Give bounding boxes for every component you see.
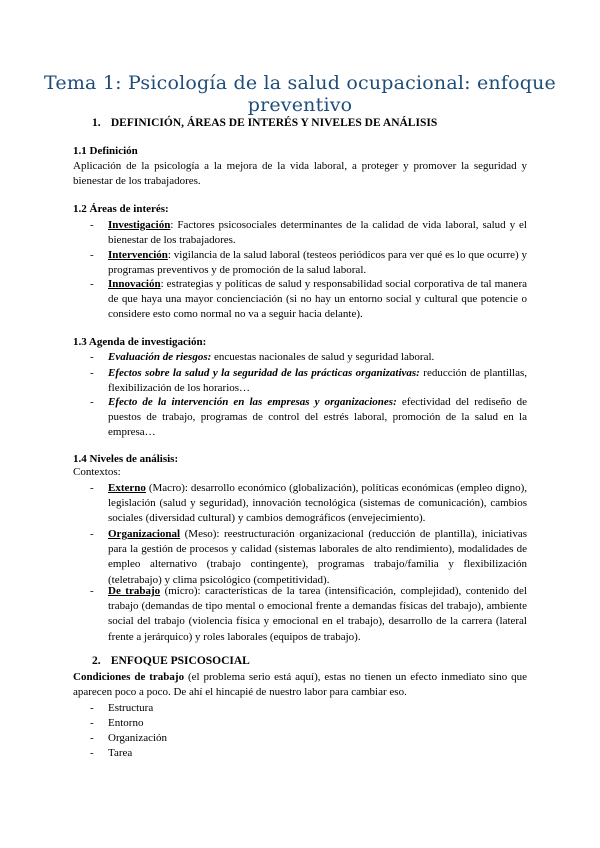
- areas-item-investigacion: - Investigación: Factores psicosociales determinantes de la calidad de vida laboral, salud y el bienestar de los trabajadores.: [90, 219, 527, 247]
- areas-desc: : Factores psicosociales determinantes de la calidad de vida laboral, salud y el bienestar de los trabajadores.: [108, 219, 527, 247]
- condition-item: - Organización: [90, 731, 527, 746]
- levels-item-externo: - Externo (Macro): desarrollo económico (globalización), políticas económicas (empleo digno), legislación (salud y seguridad), innovación tecnológica (sistemas de comunicación), cambios sociales (diversidad cultural) y cambios demográficos (envejecimiento).: [90, 482, 527, 525]
- areas-term: Intervención: [108, 249, 168, 261]
- agenda-term: Efecto de la intervención en las empresas y organizaciones:: [108, 396, 397, 408]
- condition-label: Tarea: [108, 747, 133, 759]
- agenda-item-intervencion: - Efecto de la intervención en las empresas y organizaciones: efectividad del rediseño de puestos de trabajo, programas de control del estrés laboral, promoción de la salud en la empresa…: [90, 396, 527, 439]
- conditions-term: Condiciones de trabajo: [73, 671, 185, 683]
- levels-term: Externo: [108, 482, 146, 494]
- agenda-desc: efectividad del rediseño de puestos de trabajo, programas de control del estrés laboral, promoción de la salud en la empresa…: [108, 396, 527, 439]
- condition-item: - Tarea: [90, 746, 527, 761]
- section-1-heading: [92, 117, 437, 129]
- areas-item-innovacion: - Innovación: estrategias y políticas de salud y responsabilidad social corporativa de tal manera de que haya una mayor concienciación (si no hay un entorno social y cultural que potencie o considere esto como normal no va a seguir hacia delante).: [90, 278, 527, 321]
- section-1-number: 1.: [92, 117, 101, 129]
- levels-desc: (Meso): reestructuración organizacional (reducción de plantilla), iniciativas para la gestión de procesos y calidad (sistemas laborales de alto rendimiento), modalidades de empleo alternativo (trabajo contingente), programas trabajo/familia y flexibilización (teletrabajo) y clima psicológico (competitividad).: [108, 528, 527, 586]
- section-1-title: DEFINICIÓN, ÁREAS DE INTERÉS Y NIVELES DE ANÁLISIS: [110, 117, 438, 129]
- definition-heading: 1.1 Definición: [73, 145, 138, 157]
- condition-item: - Entorno: [90, 716, 527, 731]
- areas-heading: 1.2 Áreas de interés:: [73, 203, 169, 215]
- condition-label: Estructura: [108, 702, 154, 714]
- agenda-term: Evaluación de riesgos:: [108, 351, 212, 363]
- levels-desc: (micro): características de la tarea (intensificación, complejidad), contenido del trabajo (demandas de tipo mental o emocional frente a demandas físicas del trabajo), ambiente social del trabajo (violencia física y emocional en el trabajo), desarrollo de la carrera (lateral frente a jerárquico) y roles laborales (equipos de trabajo).: [108, 585, 527, 643]
- condition-item: - Estructura: [90, 701, 527, 716]
- areas-term: Investigación: [108, 219, 171, 231]
- agenda-item-riesgos: - Evaluación de riesgos: encuestas nacionales de salud y seguridad laboral.: [90, 351, 435, 363]
- section-2-title: ENFOQUE PSICOSOCIAL: [110, 655, 250, 667]
- areas-desc: : estrategias y políticas de salud y responsabilidad social corporativa de tal manera de que haya una mayor concienciación (si no hay un entorno social y cultural que potencie o considere esto como normal no va a seguir hacia delante).: [108, 278, 527, 321]
- conditions-text: [73, 670, 527, 701]
- agenda-desc: reducción de plantillas, flexibilización de los horarios…: [108, 367, 527, 395]
- conditions-desc: (el problema serio está aquí), estas no tienen un efecto inmediato sino que aparecen poco a poco. De ahí el hincapié de nuestro labor para cambiar eso.: [73, 671, 528, 699]
- contexts-label: Contextos:: [73, 466, 121, 478]
- condition-label: Organización: [108, 732, 168, 744]
- agenda-heading: 1.3 Agenda de investigación:: [73, 336, 207, 348]
- areas-desc: : vigilancia de la salud laboral (testeos periódicos para ver qué es lo que ocurre) y programas preventivos y de promoción de la salud laboral.: [108, 249, 527, 277]
- areas-term: Innovación: [108, 278, 161, 290]
- condition-label: Entorno: [108, 717, 144, 729]
- areas-item-intervencion: - Intervención: vigilancia de la salud laboral (testeos periódicos para ver qué es lo que ocurre) y programas preventivos y de promoción de la salud laboral.: [90, 249, 527, 277]
- section-2-number: 2.: [92, 655, 101, 667]
- definition-text: Aplicación de la psicología a la mejora de la vida laboral, a proteger y promover la seguridad y bienestar de los trabajadores.: [73, 160, 527, 188]
- levels-term: Organizacional: [108, 528, 181, 540]
- agenda-item-efectos: - Efectos sobre la salud y la seguridad de las prácticas organizativas: reducción de plantillas, flexibilización de los horarios…: [90, 367, 527, 395]
- agenda-desc: encuestas nacionales de salud y seguridad laboral.: [211, 351, 435, 363]
- levels-term: De trabajo: [108, 585, 161, 597]
- levels-heading: 1.4 Niveles de análisis:: [73, 453, 179, 465]
- section-2-heading: [92, 655, 250, 667]
- levels-item-organizacional: - Organizacional (Meso): reestructuración organizacional (reducción de plantilla), iniciativas para la gestión de procesos y calidad (sistemas laborales de alto rendimiento), modalidades de empleo alternativo (trabajo contingente), programas trabajo/familia y flexibilización (teletrabajo) y clima psicológico (competitividad).: [90, 528, 527, 586]
- page-title: Tema 1: Psicología de la salud ocupacional: enfoque preventivo: [44, 72, 556, 116]
- levels-item-trabajo: - De trabajo (micro): características de la tarea (intensificación, complejidad), contenido del trabajo (demandas de tipo mental o emocional frente a demandas físicas del trabajo), ambiente social del trabajo (violencia física y emocional en el trabajo), desarrollo de la carrera (lateral frente a jerárquico) y roles laborales (equipos de trabajo).: [90, 585, 527, 643]
- agenda-term: Efectos sobre la salud y la seguridad de las prácticas organizativas:: [108, 367, 420, 379]
- levels-desc: (Macro): desarrollo económico (globalización), políticas económicas (empleo digno), legislación (salud y seguridad), innovación tecnológica (sistemas de comunicación), cambios sociales (diversidad cultural) y cambios demográficos (envejecimiento).: [108, 482, 527, 525]
